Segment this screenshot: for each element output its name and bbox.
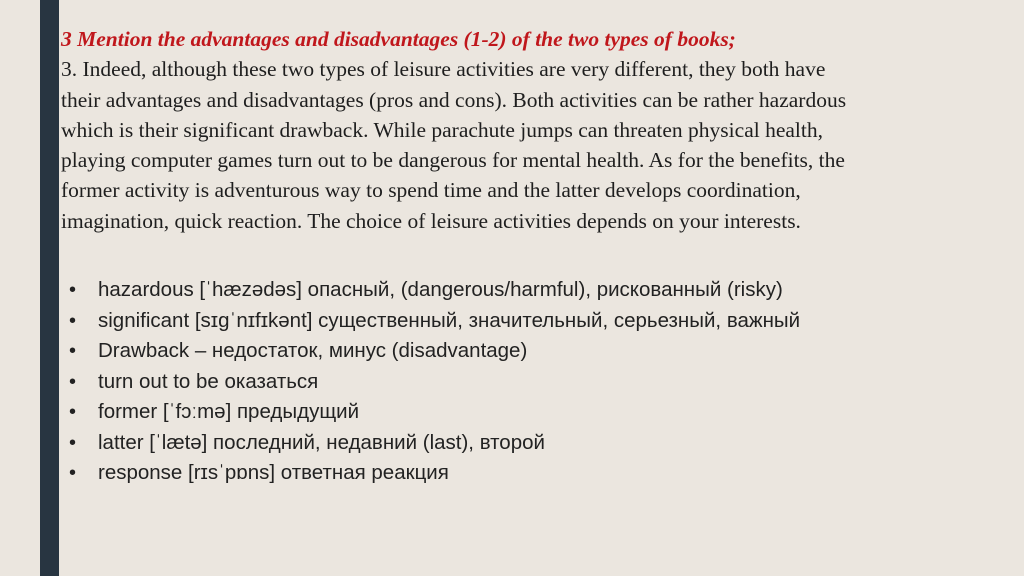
answer-paragraph (61, 54, 1011, 236)
vocabulary-item (69, 397, 800, 428)
vocabulary-entry: former [ˈfɔːmə] предыдущий (98, 400, 360, 423)
vocabulary-item (69, 367, 800, 398)
paragraph-line: imagination, quick reaction. The choice of leisure activities depends on your interests. (61, 208, 801, 233)
vocabulary-entry: significant [sɪɡˈnɪfɪkənt] существенный, значительный, серьезный, важный (98, 308, 801, 332)
paragraph-line: their advantages and disadvantages (pros and cons). Both activities can be rather hazardous (61, 87, 847, 112)
main-text-block (61, 24, 1011, 236)
vocabulary-entry: hazardous [ˈhæzədəs] опасный, (dangerous/harmful), рискованный (risky) (98, 278, 783, 301)
side-accent-bar (40, 0, 59, 576)
vocabulary-item (69, 275, 800, 306)
vocabulary-item (69, 428, 800, 459)
bullet-icon: • (69, 401, 77, 423)
bullet-icon: • (69, 370, 77, 393)
slide-heading: 3 Mention the advantages and disadvantages (1-2) of the two types of books; (61, 27, 736, 51)
vocabulary-item (69, 336, 800, 367)
vocabulary-list (69, 275, 800, 489)
bullet-icon: • (69, 431, 77, 454)
bullet-icon: • (69, 340, 77, 362)
paragraph-line: 3. Indeed, although these two types of leisure activities are very different, they both have (61, 57, 826, 82)
vocabulary-entry: Drawback – недостаток, минус (disadvantage) (98, 339, 528, 362)
paragraph-line: which is their significant drawback. While parachute jumps can threaten physical health, (61, 117, 823, 142)
bullet-icon: • (69, 309, 77, 332)
vocabulary-entry: latter [ˈlætə] последний, недавний (last), второй (98, 430, 545, 454)
paragraph-line: former activity is adventurous way to spend time and the latter develops coordination, (61, 178, 801, 203)
vocabulary-item (69, 306, 800, 337)
bullet-icon: • (69, 462, 77, 484)
vocabulary-entry: turn out to be оказаться (98, 369, 319, 393)
paragraph-line: playing computer games turn out to be dangerous for mental health. As for the benefits, the (61, 148, 845, 173)
bullet-icon: • (69, 279, 77, 301)
vocabulary-item (69, 458, 800, 489)
vocabulary-entry: response [rɪsˈpɒns] ответная реакция (98, 461, 449, 484)
